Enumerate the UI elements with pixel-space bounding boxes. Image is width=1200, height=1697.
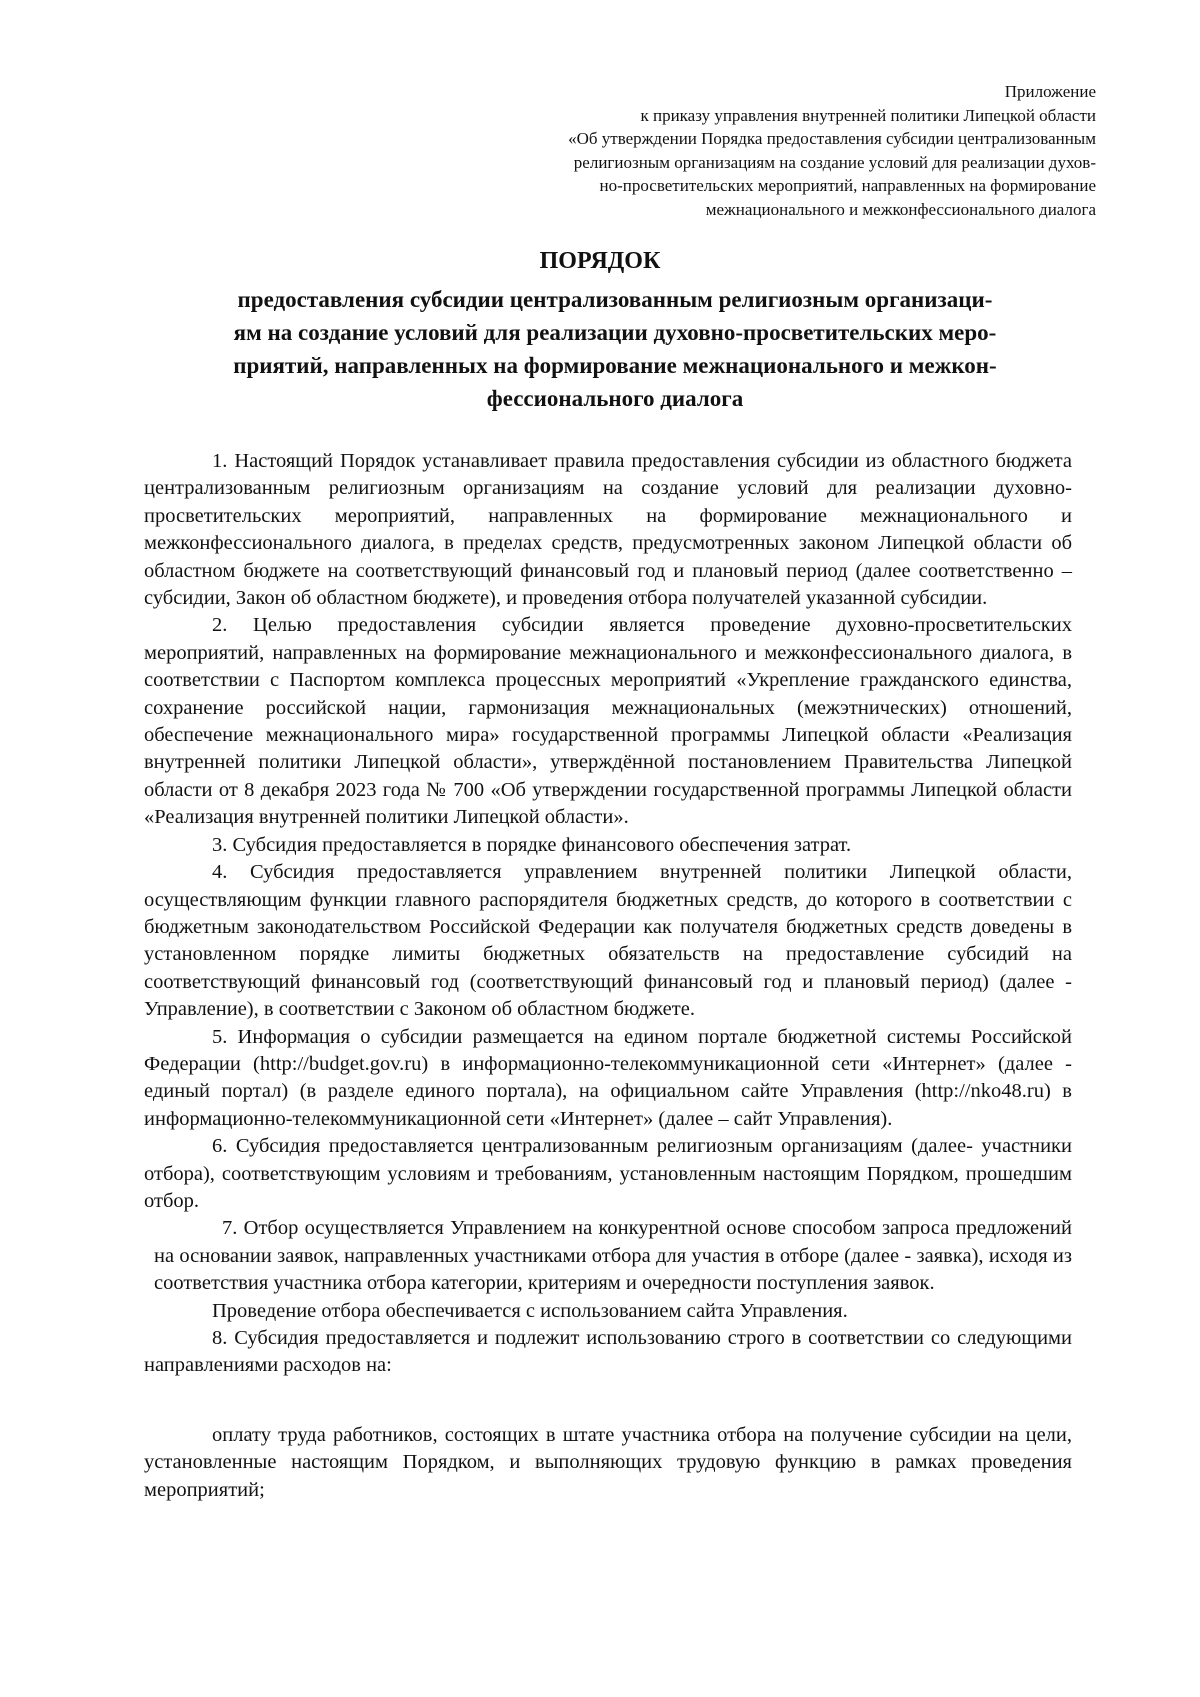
paragraph-5: 5. Информация о субсидии размещается на едином портале бюджетной системы Российской Федерации (http://budget.gov.ru) в информационно-телекоммуникационной сети «Интернет» (далее - единый портал) (в разделе единого портала), на официальном сайте Управления (http://nko48.ru) в информационно-телекоммуникационной сети «Интернет» (далее – сайт Управления). [144, 1025, 1072, 1130]
paragraph-selection-note: Проведение отбора обеспечивается с использованием сайта Управления. [212, 1299, 848, 1322]
appendix-line: но-просветительских мероприятий, направленных на формирование [599, 176, 1096, 196]
document-title: ПОРЯДОК [539, 248, 661, 274]
appendix-line: к приказу управления внутренней политики Липецкой области [640, 105, 1096, 125]
document-body [144, 448, 1072, 1504]
subtitle-line: ям на создание условий для реализации духовно-просветительских меро- [233, 320, 997, 345]
paragraph-expense-item: оплату труда работников, состоящих в штате участника отбора на получение субсидии на цели, установленные настоящим Порядком, и выполняющих трудовую функцию в рамках проведения мероприятий; [144, 1423, 1072, 1501]
subtitle-line: приятий, направленных на формирование межнационального и межкон- [233, 353, 997, 378]
appendix-line: «Об утверждении Порядка предоставления субсидии централизованным [568, 129, 1096, 149]
paragraph-6: 6. Субсидия предоставляется централизованным религиозным организациям (далее- участники отбора), соответствующим условиям и требованиям, установленным настоящим Порядком, прошедшим отбор. [144, 1135, 1072, 1212]
document-subtitle [150, 283, 1080, 415]
appendix-header [376, 80, 1096, 222]
appendix-line: межнационального и межконфессионального диалога [705, 199, 1096, 219]
paragraph-8: 8. Субсидия предоставляется и подлежит использованию строго в соответствии со следующими направлениями расходов на: [144, 1327, 1072, 1377]
paragraph-4: 4. Субсидия предоставляется управлением внутренней политики Липецкой области, осуществляющим функции главного распорядителя бюджетных средств, до которого в соответствии с бюджетным законодательством Российской Федерации как получателя бюджетных средств доведены в установленном порядке лимиты бюджетных обязательств на предоставление субсидий на соответствующий финансовый год (соответствующий финансовый год и плановый период) (далее - Управление), в соответствии с Законом об областном бюджете. [144, 861, 1072, 1021]
appendix-line: Приложение [1004, 82, 1096, 101]
subtitle-line: фессионального диалога [486, 386, 744, 411]
appendix-line: религиозным организациям на создание условий для реализации духов- [573, 152, 1096, 172]
paragraph-2: 2. Целью предоставления субсидии является проведение духовно-просветительских мероприятий, направленных на формирование межнационального и межконфессионального диалога, в соответствии с Паспортом комплекса процессных мероприятий «Укрепление гражданского единства, сохранение российской нации, гармонизация межнациональных (межэтнических) отношений, обеспечение межнационального мира» государственной программы Липецкой области «Реализация внутренней политики Липецкой области», утверждённой постановлением Правительства Липецкой области от 8 декабря 2023 года № 700 «Об утверждении государственной программы Липецкой области «Реализация внутренней политики Липецкой области». [144, 614, 1072, 829]
paragraph-3: 3. Субсидия предоставляется в порядке финансового обеспечения затрат. [212, 833, 852, 856]
paragraph-1: 1. Настоящий Порядок устанавливает правила предоставления субсидии из областного бюджета централизованным религиозным организациям на создание условий для реализации духовно-просветительских мероприятий, направленных на формирование межнационального и межконфессионального диалога, в пределах средств, предусмотренных законом Липецкой области об областном бюджете на соответствующий финансовый год и плановый период (далее соответственно – субсидии, Закон об областном бюджете), и проведения отбора получателей указанной субсидии. [144, 450, 1072, 610]
paragraph-7: 7. Отбор осуществляется Управлением на конкурентной основе способом запроса предложений на основании заявок, направленных участниками отбора для участия в отборе (далее - заявка), исходя из соответствия участника отбора категории, критериям и очередности поступления заявок. [154, 1217, 1072, 1295]
subtitle-line: предоставления субсидии централизованным религиозным организаци- [237, 287, 993, 312]
